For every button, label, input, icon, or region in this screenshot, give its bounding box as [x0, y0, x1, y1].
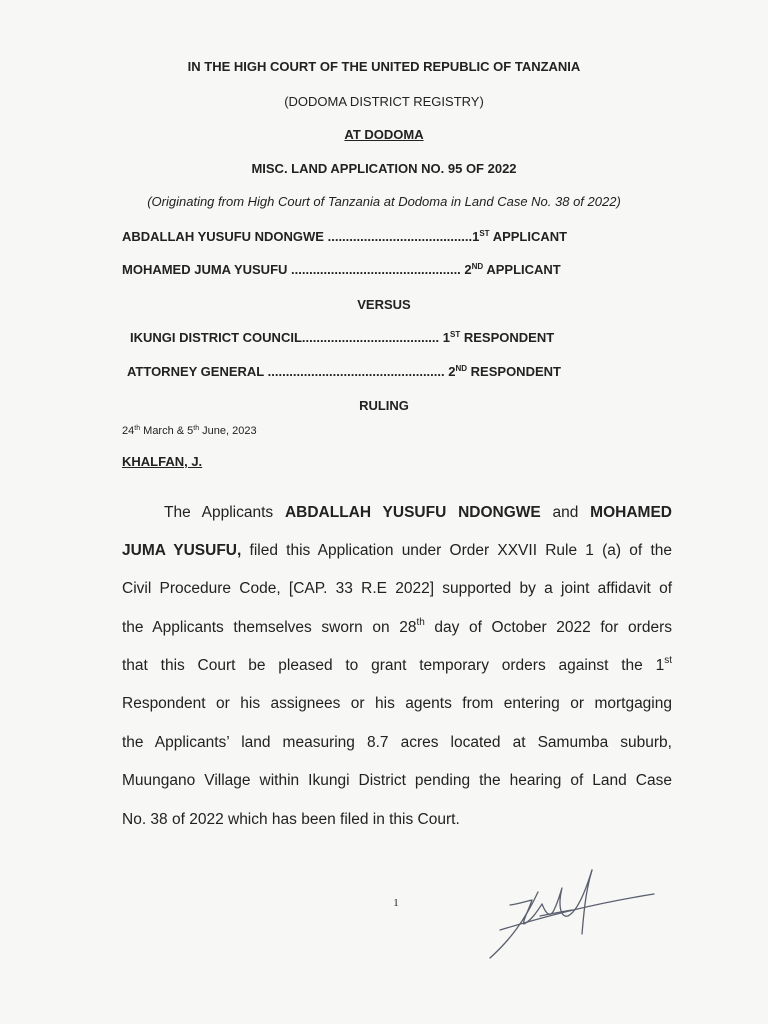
leader-dots: .................................................	[267, 364, 445, 379]
ordinal-suffix: st	[664, 655, 672, 666]
applicant-name-bold: JUMA YUSUFU,	[122, 542, 242, 559]
date-text: June, 2023	[199, 425, 257, 437]
date-text: 24	[122, 425, 135, 437]
body-line-4	[122, 609, 672, 647]
party-role: APPLICANT	[492, 229, 568, 244]
ordinal-suffix: ND	[455, 364, 468, 373]
applicant-2-name: MOHAMED JUMA YUSUFU	[122, 262, 288, 277]
body-line-6: Respondent or his assignees or his agents from entering or mortgaging	[122, 695, 672, 712]
body-text: and	[540, 504, 591, 521]
body-text: The Applicants	[164, 504, 285, 521]
ordinal-suffix: th	[416, 617, 425, 628]
ruling-title: RULING	[359, 398, 409, 413]
signature-stroke	[510, 900, 542, 924]
body-text: day of October 2022 for orders	[424, 619, 672, 636]
respondent-2-name: ATTORNEY GENERAL	[127, 364, 265, 379]
body-line-2	[122, 532, 672, 570]
ordinal-number: 1	[442, 330, 450, 345]
court-title: IN THE HIGH COURT OF THE UNITED REPUBLIC OF TANZANIA	[187, 59, 581, 74]
respondent-1-line	[130, 330, 554, 345]
body-text: that this Court be pleased to grant temporary orders against the 1	[122, 657, 665, 674]
date-suffix: th	[134, 425, 141, 432]
date-text: March & 5	[140, 425, 194, 437]
leader-dots: ......................................	[301, 330, 440, 345]
body-text: the Applicants themselves sworn on 28	[122, 619, 417, 636]
judge-name: KHALFAN, J.	[122, 454, 203, 469]
respondent-2-line	[127, 364, 561, 379]
party-role: APPLICANT	[486, 262, 561, 277]
location-line: AT DODOMA	[344, 127, 424, 142]
party-role: RESPONDENT	[463, 330, 555, 345]
applicant-name-bold: ABDALLAH YUSUFU NDONGWE	[284, 504, 541, 521]
body-text: filed this Application under Order XXVII Rule 1 (a) of the	[241, 542, 672, 559]
applicant-1-line	[122, 229, 567, 244]
signature-stroke	[582, 870, 592, 934]
case-number: MISC. LAND APPLICATION NO. 95 OF 2022	[251, 161, 517, 176]
applicant-1-name: ABDALLAH YUSUFU NDONGWE	[122, 229, 324, 244]
respondent-1-name: IKUNGI DISTRICT COUNCIL	[130, 330, 302, 345]
body-line-1	[164, 494, 672, 532]
party-role: RESPONDENT	[470, 364, 561, 379]
applicant-2-line	[122, 262, 561, 277]
ordinal-suffix: ST	[450, 330, 461, 339]
leader-dots: ...............................................	[291, 262, 461, 277]
ordinal-suffix: ST	[479, 229, 490, 238]
versus-line: VERSUS	[357, 297, 411, 312]
body-line-5	[122, 647, 672, 685]
hearing-dates	[122, 425, 257, 437]
body-line-9: No. 38 of 2022 which has been filed in this Court.	[122, 811, 460, 828]
body-line-8: Muungano Village within Ikungi District pending the hearing of Land Case	[122, 772, 672, 789]
body-line-3: Civil Procedure Code, [CAP. 33 R.E 2022] supported by a joint affidavit of	[122, 580, 672, 597]
body-line-7: the Applicants’ land measuring 8.7 acres located at Samumba suburb,	[122, 734, 672, 751]
signature-image	[480, 860, 660, 970]
date-suffix: th	[193, 425, 200, 432]
applicant-name-bold: MOHAMED	[590, 504, 672, 521]
signature-stroke	[500, 894, 654, 930]
registry-line: (DODOMA DISTRICT REGISTRY)	[284, 94, 484, 109]
ordinal-number: 2	[448, 364, 456, 379]
leader-dots: ........................................	[327, 229, 473, 244]
ordinal-suffix: ND	[471, 262, 484, 271]
page-number: 1	[393, 897, 399, 909]
ordinal-number: 2	[464, 262, 472, 277]
origin-note: (Originating from High Court of Tanzania at Dodoma in Land Case No. 38 of 2022)	[147, 194, 621, 209]
ordinal-number: 1	[472, 229, 480, 244]
